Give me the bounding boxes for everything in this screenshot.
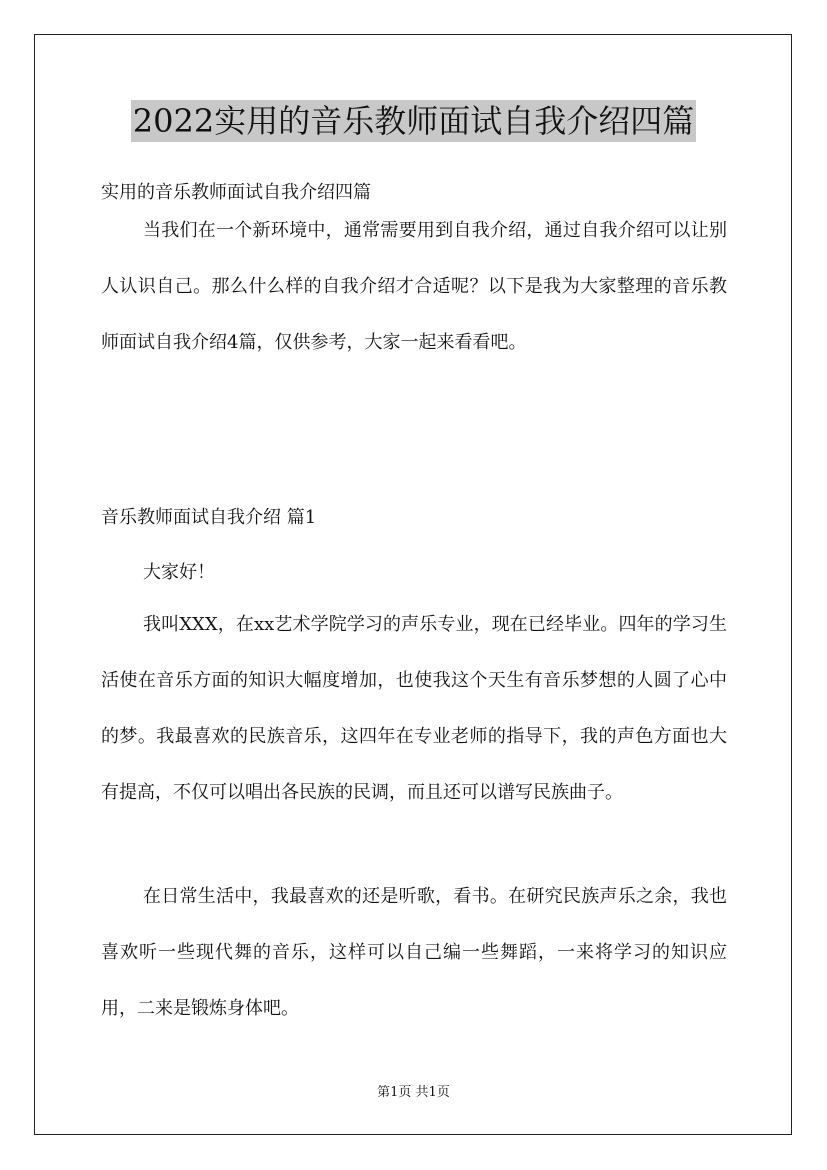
intro-paragraph: 当我们在一个新环境中，通常需要用到自我介绍，通过自我介绍可以让别人认识自己。那么什么样的自我介绍才合适呢？以下是我为大家整理的音乐教师面试自我介绍4篇，仅供参考，大家一起来看看吧。 [101,220,727,353]
body-paragraph-1: 我叫XXX，在xx艺术学院学习的声乐专业，现在已经毕业。四年的学习生活使在音乐方面的知识大幅度增加，也使我这个天生有音乐梦想的人圆了心中的梦。我最喜欢的民族音乐，这四年在专业老师的指导下，我的声色方面也大有提高，不仅可以唱出各民族的民调，而且还可以谱写民族曲子。 [101,614,727,803]
document-subtitle: 实用的音乐教师面试自我介绍四篇 [101,182,371,203]
section-heading: 音乐教师面试自我介绍 篇1 [101,507,317,528]
body-paragraph-2: 在日常生活中，我最喜欢的还是听歌，看书。在研究民族声乐之余，我也喜欢听一些现代舞的音乐，这样可以自己编一些舞蹈，一来将学习的知识应用，二来是锻炼身体吧。 [101,886,727,1019]
document-title-container [0,100,827,142]
document-title: 2022实用的音乐教师面试自我介绍四篇 [132,102,695,140]
page-footer: 第1页 共1页 [377,1085,450,1100]
greeting-text: 大家好！ [143,562,215,583]
